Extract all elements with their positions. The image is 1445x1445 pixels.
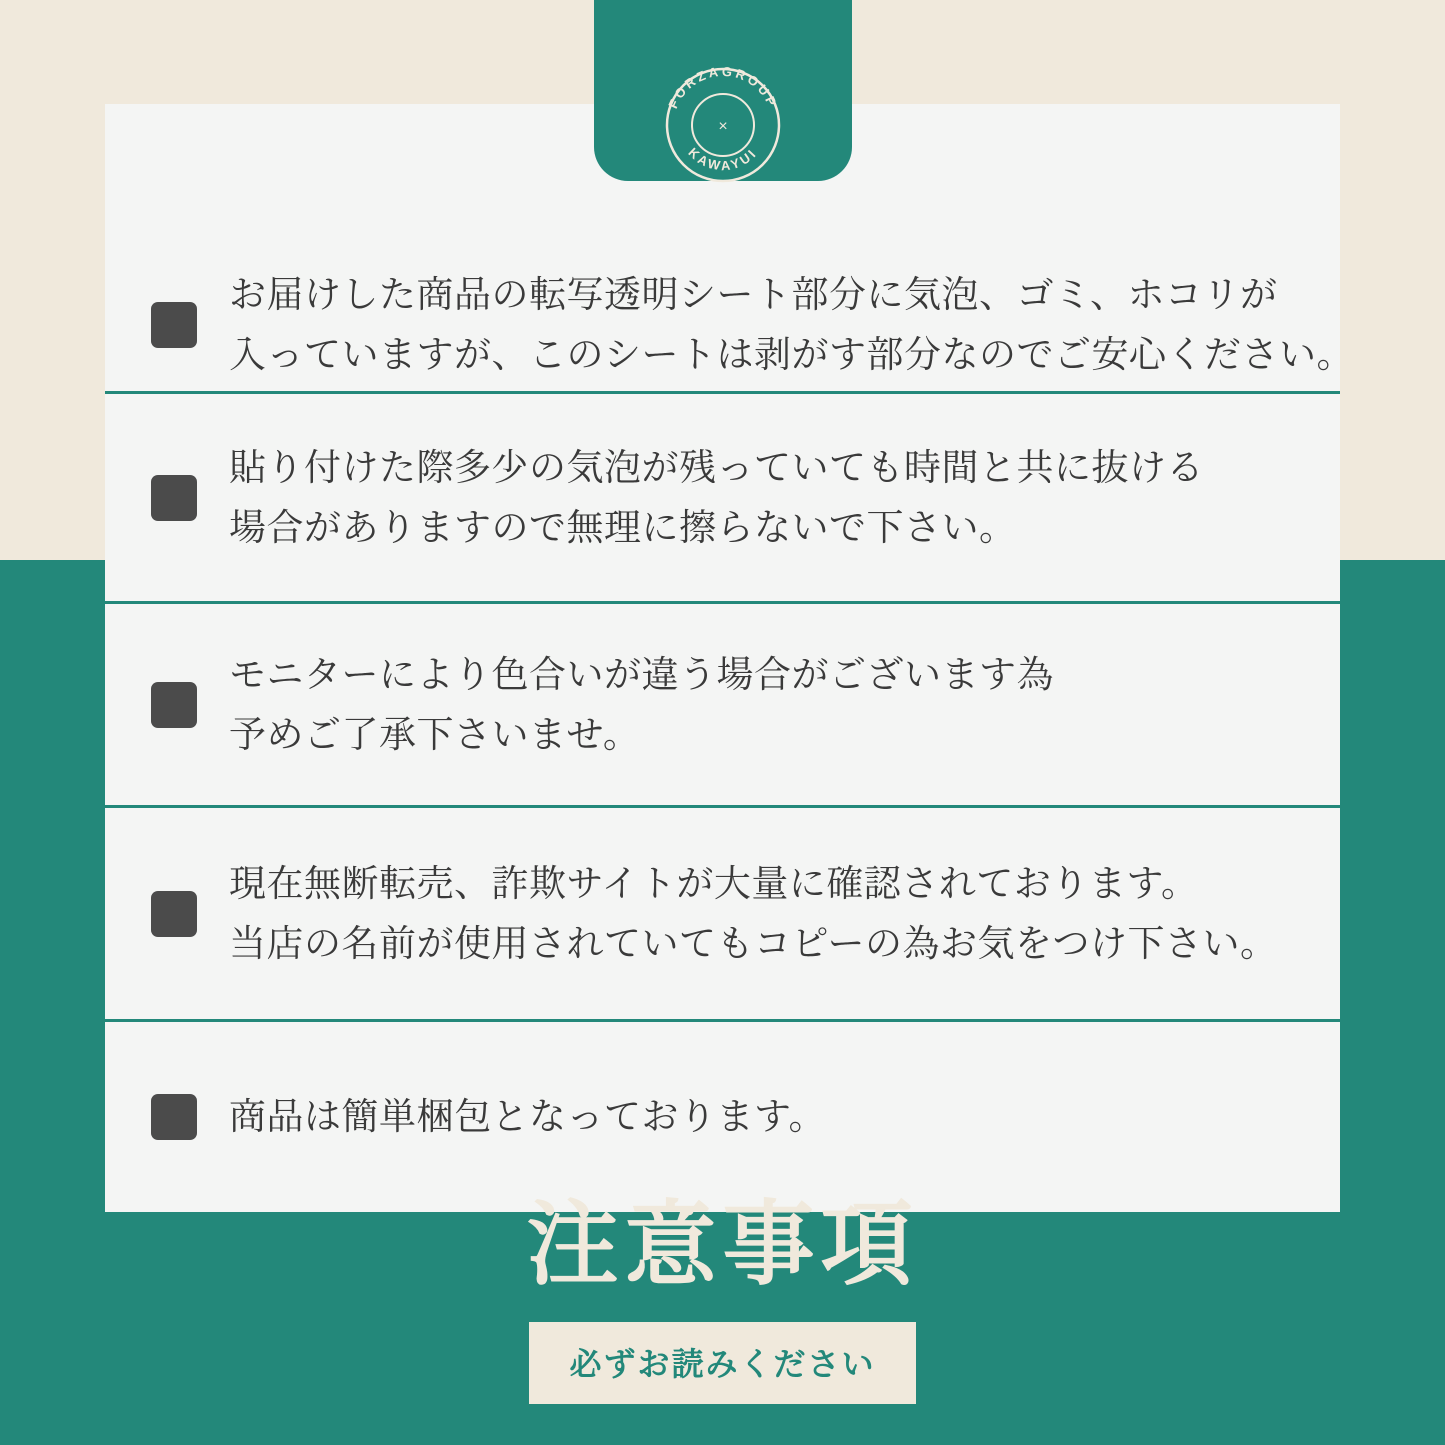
footer (0, 1195, 1445, 1404)
bullet-square-icon (151, 475, 197, 521)
footer-title: 注意事項 (526, 1194, 919, 1296)
note-line: 貼り付けた際多少の気泡が残っていても時間と共に抜ける (229, 446, 1204, 488)
notes-card (105, 104, 1354, 1212)
note-line: 場合がありますので無理に擦らないで下さい。 (229, 506, 1017, 548)
svg-text:×: × (718, 118, 728, 135)
note-row (105, 808, 1340, 1022)
note-text (229, 645, 1054, 765)
brand-logo-badge (594, 0, 852, 181)
bullet-square-icon (151, 891, 197, 937)
note-line: お届けした商品の転写透明シート部分に気泡、ゴミ、ホコリが (229, 273, 1278, 315)
note-text (229, 854, 1278, 974)
note-line: 予めご了承下さいませ。 (229, 713, 641, 755)
svg-text:KAWAYUI: KAWAYUI (685, 144, 761, 174)
footer-pill-label: 必ずお読みください (529, 1322, 915, 1404)
bullet-square-icon (151, 302, 197, 348)
bullet-square-icon (151, 1094, 197, 1140)
note-line: 商品は簡単梱包となっております。 (229, 1096, 827, 1138)
bullet-square-icon (151, 682, 197, 728)
note-text (229, 265, 1354, 385)
note-row (105, 1022, 1340, 1212)
note-line: 当店の名前が使用されていてもコピーの為お気をつけ下さい。 (229, 922, 1278, 964)
note-row (105, 604, 1340, 808)
note-line: 現在無断転売、詐欺サイトが大量に確認されております。 (229, 862, 1199, 904)
note-text (229, 1087, 826, 1147)
note-row (105, 394, 1340, 604)
note-line: 入っていますが、このシートは剥がす部分なのでご安心ください。 (229, 333, 1354, 375)
note-line: モニターにより色合いが違う場合がございます為 (229, 653, 1054, 695)
note-text (229, 438, 1204, 558)
brand-logo-icon (648, 50, 798, 200)
svg-text:FORZAGROUP: FORZAGROUP (665, 63, 781, 111)
